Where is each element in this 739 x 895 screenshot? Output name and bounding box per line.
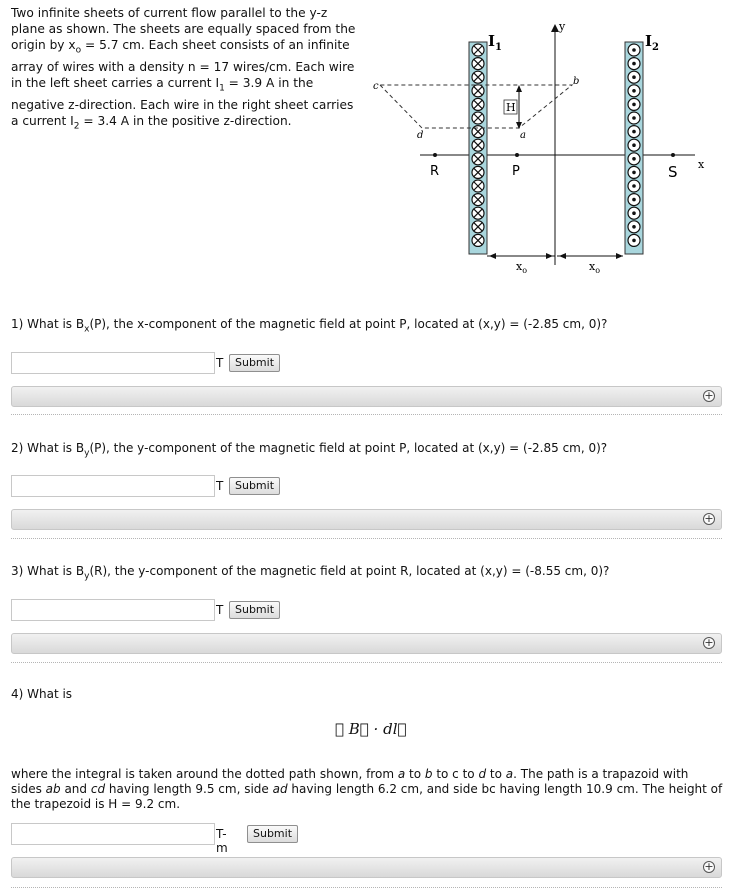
q3-pre: 3) What is B	[11, 564, 85, 578]
q2-answer-input[interactable]	[11, 475, 215, 497]
plus-circle-icon[interactable]: +	[704, 636, 714, 649]
q1-hint-bar[interactable]	[11, 386, 722, 407]
q4-pre: 4) What is	[11, 687, 73, 701]
q3-unit: T	[216, 603, 224, 617]
line-integral-expression: ∮ B⃗ · dl⃗	[335, 720, 407, 738]
out-of-page-dot-icon	[632, 75, 636, 79]
intro-text-4: = 3.4 A in the positive z-direction.	[79, 114, 292, 129]
q4-to-2: to c to	[432, 767, 479, 781]
plus-circle-icon[interactable]: +	[704, 512, 714, 525]
q1-pre: 1) What is B	[11, 317, 85, 331]
plus-circle-icon[interactable]: +	[704, 860, 714, 873]
q4-submit-button[interactable]: Submit	[247, 825, 298, 843]
q1-answer-input[interactable]	[11, 352, 215, 374]
q2-sub: y	[84, 448, 90, 459]
q4-to-1: to	[405, 767, 425, 781]
divider	[11, 538, 722, 539]
question-3	[11, 564, 609, 584]
out-of-page-dot-icon	[632, 171, 636, 175]
out-of-page-dot-icon	[632, 211, 636, 215]
q4-to-3: to	[486, 767, 506, 781]
q4-d: d	[478, 767, 487, 781]
q1-post: (P), the x-component of the magnetic field at point P, located at (x,y) = (-2.85 cm, 0)?	[89, 317, 608, 331]
x0-left-label: $x_o$	[516, 260, 528, 275]
q3-submit-button[interactable]: Submit	[229, 601, 280, 619]
problem-statement	[11, 5, 359, 135]
plus-circle-icon[interactable]: +	[704, 389, 714, 402]
point-P-label: P	[512, 164, 520, 179]
q4-desc-3: having length 9.5 cm, side	[105, 782, 273, 796]
out-of-page-dot-icon	[632, 239, 636, 243]
out-of-page-dot-icon	[632, 116, 636, 120]
current-sheets-diagram	[360, 10, 739, 280]
intro-text-3: = 3.9 A in the negative z-direction. Each wire in the right sheet carries a current I	[11, 76, 354, 129]
q4-ab: ab	[45, 782, 61, 796]
out-of-page-dot-icon	[632, 225, 636, 229]
right-sheet-wires	[628, 44, 640, 246]
out-of-page-dot-icon	[632, 198, 636, 202]
q4-description	[11, 767, 723, 812]
point-a-label: a	[520, 130, 526, 141]
q1-submit-button[interactable]: Submit	[229, 354, 280, 372]
point-S	[671, 153, 675, 157]
height-arrow-top-icon	[516, 85, 522, 92]
out-of-page-dot-icon	[632, 103, 636, 107]
point-S-label: S	[668, 163, 678, 181]
y-axis-label: y	[559, 20, 566, 33]
point-R	[433, 153, 437, 157]
out-of-page-dot-icon	[632, 130, 636, 134]
left-sheet-wires	[472, 44, 484, 246]
height-label: H	[506, 101, 516, 114]
q4-desc-2: . The path is a trapazoid with sides	[11, 767, 689, 796]
q2-unit: T	[216, 479, 224, 493]
point-P	[515, 153, 519, 157]
out-of-page-dot-icon	[632, 184, 636, 188]
intro-text-1: Two infinite sheets of current flow parallel to the y-z plane as shown. The sheets are equally spaced from the origin by x	[11, 6, 356, 53]
q4-unit: T-m	[216, 827, 228, 855]
question-4	[11, 687, 72, 702]
point-d-label: d	[417, 130, 424, 141]
q4-hint-bar[interactable]	[11, 857, 722, 878]
q4-and: and	[60, 782, 91, 796]
out-of-page-dot-icon	[632, 62, 636, 66]
q4-a: a	[397, 767, 406, 781]
q2-hint-bar[interactable]	[11, 509, 722, 530]
q3-post: (R), the y-component of the magnetic field at point R, located at (x,y) = (-8.55 cm, 0)?	[89, 564, 610, 578]
intro-sub-2: 1	[219, 83, 225, 94]
point-R-label: R	[430, 164, 440, 179]
point-c-label: c	[373, 81, 379, 92]
q1-unit: T	[216, 356, 224, 370]
q4-b: b	[424, 767, 433, 781]
q2-pre: 2) What is B	[11, 441, 85, 455]
out-of-page-dot-icon	[632, 143, 636, 147]
q4-desc-4: having length 6.2 cm, and side bc having length 10.9 cm. The height of the trapezoid is H = 9.2 cm.	[11, 782, 723, 811]
point-b-label: b	[573, 76, 580, 87]
q4-desc-1: where the integral is taken around the dotted path shown, from	[11, 767, 398, 781]
divider	[11, 414, 722, 415]
q3-hint-bar[interactable]	[11, 633, 722, 654]
x-axis-label: x	[698, 158, 705, 171]
divider	[11, 662, 722, 663]
q3-sub: y	[84, 571, 90, 582]
out-of-page-dot-icon	[632, 157, 636, 161]
y-axis-arrow-icon	[551, 24, 559, 32]
question-2	[11, 441, 607, 461]
q3-answer-input[interactable]	[11, 599, 215, 621]
intro-sub-3: 2	[73, 121, 80, 132]
q4-a2: a	[505, 767, 514, 781]
divider	[11, 887, 722, 888]
label-I1: $I_1$	[488, 32, 502, 53]
q4-cd: cd	[90, 782, 106, 796]
out-of-page-dot-icon	[632, 48, 636, 52]
intro-sub-1: o	[75, 45, 82, 56]
question-1	[11, 317, 607, 337]
q4-ad: ad	[272, 782, 288, 796]
intro-text-2: = 5.7 cm. Each sheet consists of an infinite array of wires with a density n = 17 wires/cm. Each wire in the left sheet carries a current I	[11, 38, 355, 91]
q2-submit-button[interactable]: Submit	[229, 477, 280, 495]
label-I2: $I_2$	[645, 32, 659, 53]
out-of-page-dot-icon	[632, 89, 636, 93]
q4-answer-input[interactable]	[11, 823, 215, 845]
x0-right-label: $x_o$	[589, 260, 601, 275]
q1-sub: x	[84, 324, 90, 335]
q2-post: (P), the y-component of the magnetic field at point P, located at (x,y) = (-2.85 cm, 0)?	[89, 441, 608, 455]
